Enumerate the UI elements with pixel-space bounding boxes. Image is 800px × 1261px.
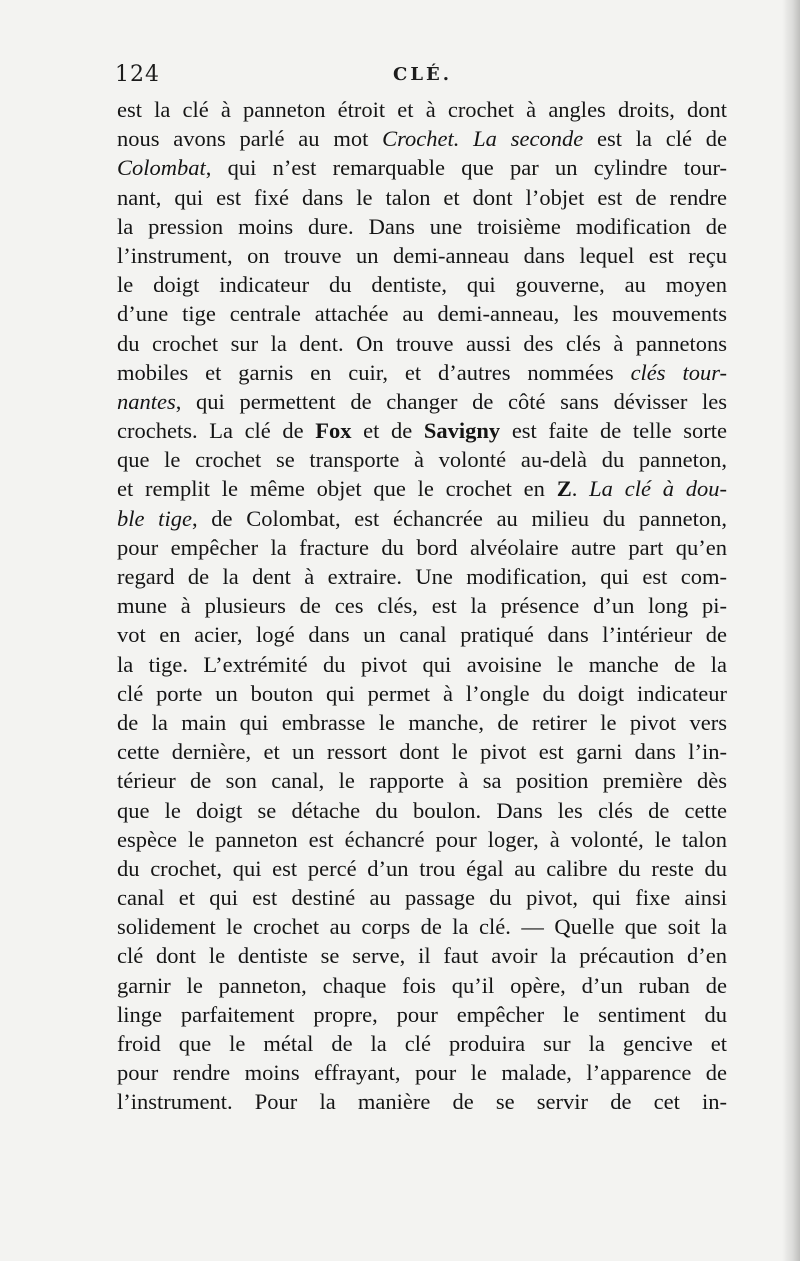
text-line xyxy=(117,299,727,328)
text-run: mune à plusieurs de ces clés, est la présence d’un long pi- xyxy=(117,593,727,619)
text-run: . xyxy=(571,476,590,502)
text-run: et remplit le même objet que le crochet en xyxy=(117,476,557,502)
text-line xyxy=(117,153,727,182)
text-line xyxy=(117,941,727,970)
text-line xyxy=(117,766,727,795)
italic-text: La seconde xyxy=(473,126,584,152)
italic-text: Crochet. xyxy=(382,126,460,152)
text-run xyxy=(459,126,473,151)
text-run: et de xyxy=(351,418,424,444)
text-line xyxy=(117,854,727,883)
text-line xyxy=(117,737,727,766)
text-line xyxy=(117,971,727,1000)
text-run: d’une tige centrale attachée au demi-anneau, les mouvements xyxy=(117,301,727,327)
text-run: froid que le métal de la clé produira sur la gencive et xyxy=(117,1031,727,1056)
text-line xyxy=(117,387,727,416)
text-run: cette dernière, et un ressort dont le pivot est garni dans l’in- xyxy=(117,739,727,765)
text-run: du crochet, qui est percé d’un trou égal au calibre du reste du xyxy=(117,855,727,881)
text-run: regard de la dent à extraire. Une modification, qui est com- xyxy=(117,564,727,589)
text-run: que le crochet se transporte à volonté au-delà du panneton, xyxy=(117,447,727,473)
text-run: la pression moins dure. Dans une troisième modification de xyxy=(117,213,727,239)
text-run: garnir le panneton, chaque fois qu’il opère, d’un ruban de xyxy=(117,972,727,998)
text-line xyxy=(117,562,727,591)
text-line xyxy=(117,796,727,825)
text-run: du crochet sur la dent. On trouve aussi des clés à pannetons xyxy=(117,330,727,356)
text-line xyxy=(117,825,727,854)
text-run: que le doigt se détache du boulon. Dans les clés de cette xyxy=(117,797,727,823)
text-line xyxy=(117,183,727,212)
text-run: solidement le crochet au corps de la clé. — Quelle que soit la xyxy=(117,914,727,940)
text-line xyxy=(117,591,727,620)
text-run: vot en acier, logé dans un canal pratiqué dans l’intérieur de xyxy=(117,622,727,648)
text-line xyxy=(117,1058,727,1087)
text-line xyxy=(117,1000,727,1029)
text-line xyxy=(117,708,727,737)
text-run: le doigt indicateur du dentiste, qui gouverne, au moyen xyxy=(117,272,727,298)
page-header xyxy=(115,62,725,88)
text-line xyxy=(117,1029,727,1058)
italic-text: La clé à dou- xyxy=(589,476,727,502)
text-line xyxy=(117,679,727,708)
text-line xyxy=(117,474,727,503)
text-run: est la clé de xyxy=(583,126,727,152)
text-run: est faite de telle sorte xyxy=(500,418,727,444)
text-line xyxy=(117,124,727,153)
text-run: nous avons parlé au mot xyxy=(117,126,383,152)
text-run: canal et qui est destiné au passage du pivot, qui fixe ainsi xyxy=(117,885,727,911)
text-run: pour empêcher la fracture du bord alvéolaire autre part qu’en xyxy=(117,534,727,560)
text-run: , qui permettent de changer de côté sans dévisser les xyxy=(175,388,727,414)
text-line xyxy=(117,620,727,649)
text-line xyxy=(117,270,727,299)
text-run: clé porte un bouton qui permet à l’ongle du doigt indicateur xyxy=(117,680,727,706)
text-run: mobiles et garnis en cuir, et d’autres nommées xyxy=(117,359,631,385)
text-run: l’instrument. Pour la manière de se servir de cet in- xyxy=(117,1089,727,1115)
text-line xyxy=(117,533,727,562)
text-line xyxy=(117,241,727,270)
text-line xyxy=(117,358,727,387)
bold-text: Fox xyxy=(315,418,352,444)
bold-text: Z xyxy=(556,476,572,502)
text-line xyxy=(117,912,727,941)
text-line xyxy=(117,445,727,474)
bold-text: Savigny xyxy=(423,418,501,444)
text-run: , qui n’est remarquable que par un cylindre tour- xyxy=(205,155,727,181)
italic-text: nantes xyxy=(117,388,176,414)
italic-text: ble tige xyxy=(117,505,192,531)
text-line xyxy=(117,504,727,533)
text-run: l’instrument, on trouve un demi-anneau dans lequel est reçu xyxy=(117,242,727,268)
text-run: est la clé à panneton étroit et à crochet à angles droits, dont xyxy=(117,97,727,122)
text-run: espèce le panneton est échancré pour loger, à volonté, le talon xyxy=(117,826,727,852)
text-run: , de Colombat, est échancrée au milieu du panneton, xyxy=(191,505,727,531)
page-edge-shadow xyxy=(782,0,800,1261)
italic-text: clés tour- xyxy=(630,359,727,385)
text-run: la tige. L’extrémité du pivot qui avoisine le manche de la xyxy=(117,651,727,677)
page-number: 124 xyxy=(115,62,160,87)
text-run: crochets. La clé de xyxy=(117,418,316,444)
text-run: de la main qui embrasse le manche, de retirer le pivot vers xyxy=(117,709,727,735)
text-run: nant, qui est fixé dans le talon et dont l’objet est de rendre xyxy=(117,184,727,210)
text-run: linge parfaitement propre, pour empêcher le sentiment du xyxy=(117,1001,727,1027)
text-run: clé dont le dentiste se serve, il faut avoir la précaution d’en xyxy=(117,943,727,969)
text-line xyxy=(117,650,727,679)
text-line xyxy=(117,329,727,358)
text-line xyxy=(117,95,727,124)
text-line xyxy=(117,212,727,241)
text-run: pour rendre moins effrayant, pour le malade, l’apparence de xyxy=(117,1060,727,1086)
text-line xyxy=(117,883,727,912)
running-head: CLÉ. xyxy=(393,64,452,85)
text-line xyxy=(117,416,727,445)
text-line xyxy=(117,1087,727,1116)
text-run: térieur de son canal, le rapporte à sa position première dès xyxy=(117,768,727,794)
italic-text: Colombat xyxy=(117,155,206,181)
body-text xyxy=(117,95,727,1117)
